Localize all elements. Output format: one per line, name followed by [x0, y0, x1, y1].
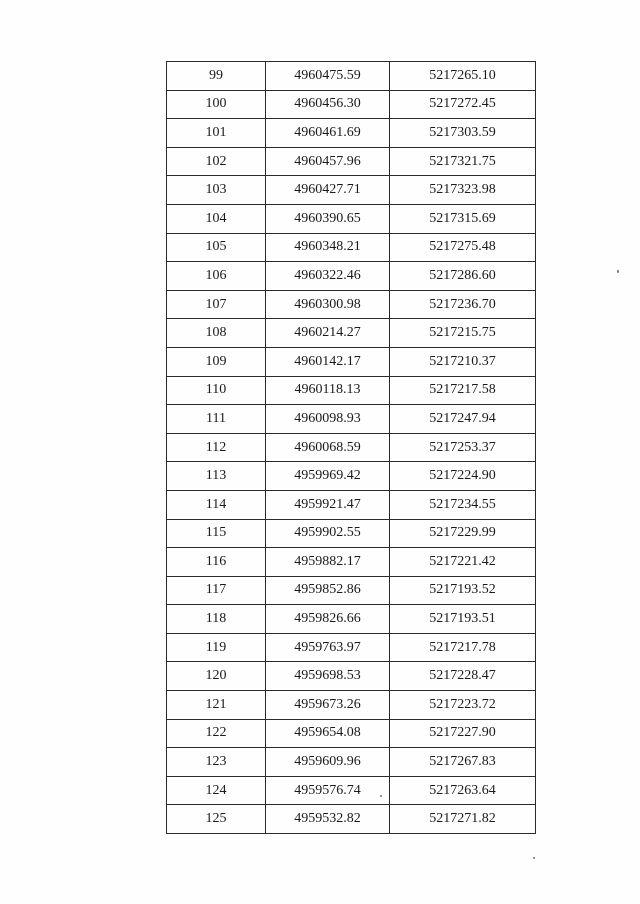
- x-coordinate-cell: 4959698.53: [266, 662, 390, 691]
- y-coordinate-cell: 5217224.90: [390, 462, 536, 491]
- x-coordinate-cell: 4960068.59: [266, 433, 390, 462]
- y-coordinate-cell: 5217315.69: [390, 204, 536, 233]
- y-coordinate-cell: 5217275.48: [390, 233, 536, 262]
- y-coordinate-cell: 5217272.45: [390, 90, 536, 119]
- y-coordinate-cell: 5217228.47: [390, 662, 536, 691]
- x-coordinate-cell: 4960098.93: [266, 405, 390, 434]
- table-row: [167, 633, 536, 662]
- y-coordinate-cell: 5217221.42: [390, 548, 536, 577]
- y-coordinate-cell: 5217265.10: [390, 62, 536, 91]
- table-row: [167, 691, 536, 720]
- point-number-cell: 105: [167, 233, 266, 262]
- table-row: [167, 662, 536, 691]
- y-coordinate-cell: 5217286.60: [390, 262, 536, 291]
- point-number-cell: 100: [167, 90, 266, 119]
- table-row: [167, 90, 536, 119]
- x-coordinate-cell: 4960214.27: [266, 319, 390, 348]
- table-row: [167, 119, 536, 148]
- point-number-cell: 104: [167, 204, 266, 233]
- x-coordinate-cell: 4959576.74: [266, 776, 390, 805]
- point-number-cell: 116: [167, 548, 266, 577]
- point-number-cell: 109: [167, 347, 266, 376]
- x-coordinate-cell: 4959921.47: [266, 490, 390, 519]
- point-number-cell: 115: [167, 519, 266, 548]
- scan-speck: [533, 857, 535, 859]
- y-coordinate-cell: 5217210.37: [390, 347, 536, 376]
- y-coordinate-cell: 5217267.83: [390, 748, 536, 777]
- point-number-cell: 99: [167, 62, 266, 91]
- table-row: [167, 233, 536, 262]
- table-row: [167, 490, 536, 519]
- x-coordinate-cell: 4959609.96: [266, 748, 390, 777]
- x-coordinate-cell: 4960456.30: [266, 90, 390, 119]
- point-number-cell: 106: [167, 262, 266, 291]
- y-coordinate-cell: 5217217.78: [390, 633, 536, 662]
- y-coordinate-cell: 5217321.75: [390, 147, 536, 176]
- table-row: [167, 262, 536, 291]
- point-number-cell: 103: [167, 176, 266, 205]
- point-number-cell: 114: [167, 490, 266, 519]
- x-coordinate-cell: 4959654.08: [266, 719, 390, 748]
- y-coordinate-cell: 5217217.58: [390, 376, 536, 405]
- x-coordinate-cell: 4960142.17: [266, 347, 390, 376]
- y-coordinate-cell: 5217323.98: [390, 176, 536, 205]
- table-row: [167, 319, 536, 348]
- x-coordinate-cell: 4960322.46: [266, 262, 390, 291]
- table-row: [167, 776, 536, 805]
- point-number-cell: 120: [167, 662, 266, 691]
- table-row: [167, 405, 536, 434]
- table-row: [167, 605, 536, 634]
- x-coordinate-cell: 4959763.97: [266, 633, 390, 662]
- y-coordinate-cell: 5217263.64: [390, 776, 536, 805]
- point-number-cell: 121: [167, 691, 266, 720]
- table-row: [167, 290, 536, 319]
- point-number-cell: 101: [167, 119, 266, 148]
- y-coordinate-cell: 5217227.90: [390, 719, 536, 748]
- y-coordinate-cell: 5217193.52: [390, 576, 536, 605]
- x-coordinate-cell: 4959882.17: [266, 548, 390, 577]
- table-row: [167, 62, 536, 91]
- y-coordinate-cell: 5217303.59: [390, 119, 536, 148]
- point-number-cell: 111: [167, 405, 266, 434]
- table-row: [167, 719, 536, 748]
- x-coordinate-cell: 4959852.86: [266, 576, 390, 605]
- point-number-cell: 118: [167, 605, 266, 634]
- x-coordinate-cell: 4960118.13: [266, 376, 390, 405]
- x-coordinate-cell: 4960427.71: [266, 176, 390, 205]
- point-number-cell: 108: [167, 319, 266, 348]
- y-coordinate-cell: 5217229.99: [390, 519, 536, 548]
- point-number-cell: 102: [167, 147, 266, 176]
- x-coordinate-cell: 4960390.65: [266, 204, 390, 233]
- x-coordinate-cell: 4959826.66: [266, 605, 390, 634]
- x-coordinate-cell: 4959902.55: [266, 519, 390, 548]
- y-coordinate-cell: 5217234.55: [390, 490, 536, 519]
- table-row: [167, 519, 536, 548]
- x-coordinate-cell: 4960457.96: [266, 147, 390, 176]
- point-number-cell: 119: [167, 633, 266, 662]
- point-number-cell: 124: [167, 776, 266, 805]
- table-row: [167, 748, 536, 777]
- table-row: [167, 462, 536, 491]
- point-number-cell: 107: [167, 290, 266, 319]
- table-row: [167, 433, 536, 462]
- x-coordinate-cell: 4960300.98: [266, 290, 390, 319]
- table-row: [167, 805, 536, 834]
- table-row: [167, 147, 536, 176]
- table-row: [167, 347, 536, 376]
- table-row: [167, 176, 536, 205]
- point-number-cell: 113: [167, 462, 266, 491]
- point-number-cell: 123: [167, 748, 266, 777]
- y-coordinate-cell: 5217215.75: [390, 319, 536, 348]
- y-coordinate-cell: 5217223.72: [390, 691, 536, 720]
- x-coordinate-cell: 4959969.42: [266, 462, 390, 491]
- y-coordinate-cell: 5217247.94: [390, 405, 536, 434]
- point-number-cell: 112: [167, 433, 266, 462]
- y-coordinate-cell: 5217271.82: [390, 805, 536, 834]
- coordinate-table: [166, 61, 536, 834]
- x-coordinate-cell: 4959673.26: [266, 691, 390, 720]
- table-row: [167, 376, 536, 405]
- scan-speck: [380, 795, 382, 797]
- y-coordinate-cell: 5217193.51: [390, 605, 536, 634]
- table-row: [167, 576, 536, 605]
- point-number-cell: 122: [167, 719, 266, 748]
- x-coordinate-cell: 4960461.69: [266, 119, 390, 148]
- x-coordinate-cell: 4960475.59: [266, 62, 390, 91]
- point-number-cell: 125: [167, 805, 266, 834]
- y-coordinate-cell: 5217236.70: [390, 290, 536, 319]
- x-coordinate-cell: 4959532.82: [266, 805, 390, 834]
- x-coordinate-cell: 4960348.21: [266, 233, 390, 262]
- scan-speck: [617, 270, 619, 273]
- point-number-cell: 110: [167, 376, 266, 405]
- coordinate-table-body: [167, 62, 536, 834]
- point-number-cell: 117: [167, 576, 266, 605]
- table-row: [167, 548, 536, 577]
- table-row: [167, 204, 536, 233]
- y-coordinate-cell: 5217253.37: [390, 433, 536, 462]
